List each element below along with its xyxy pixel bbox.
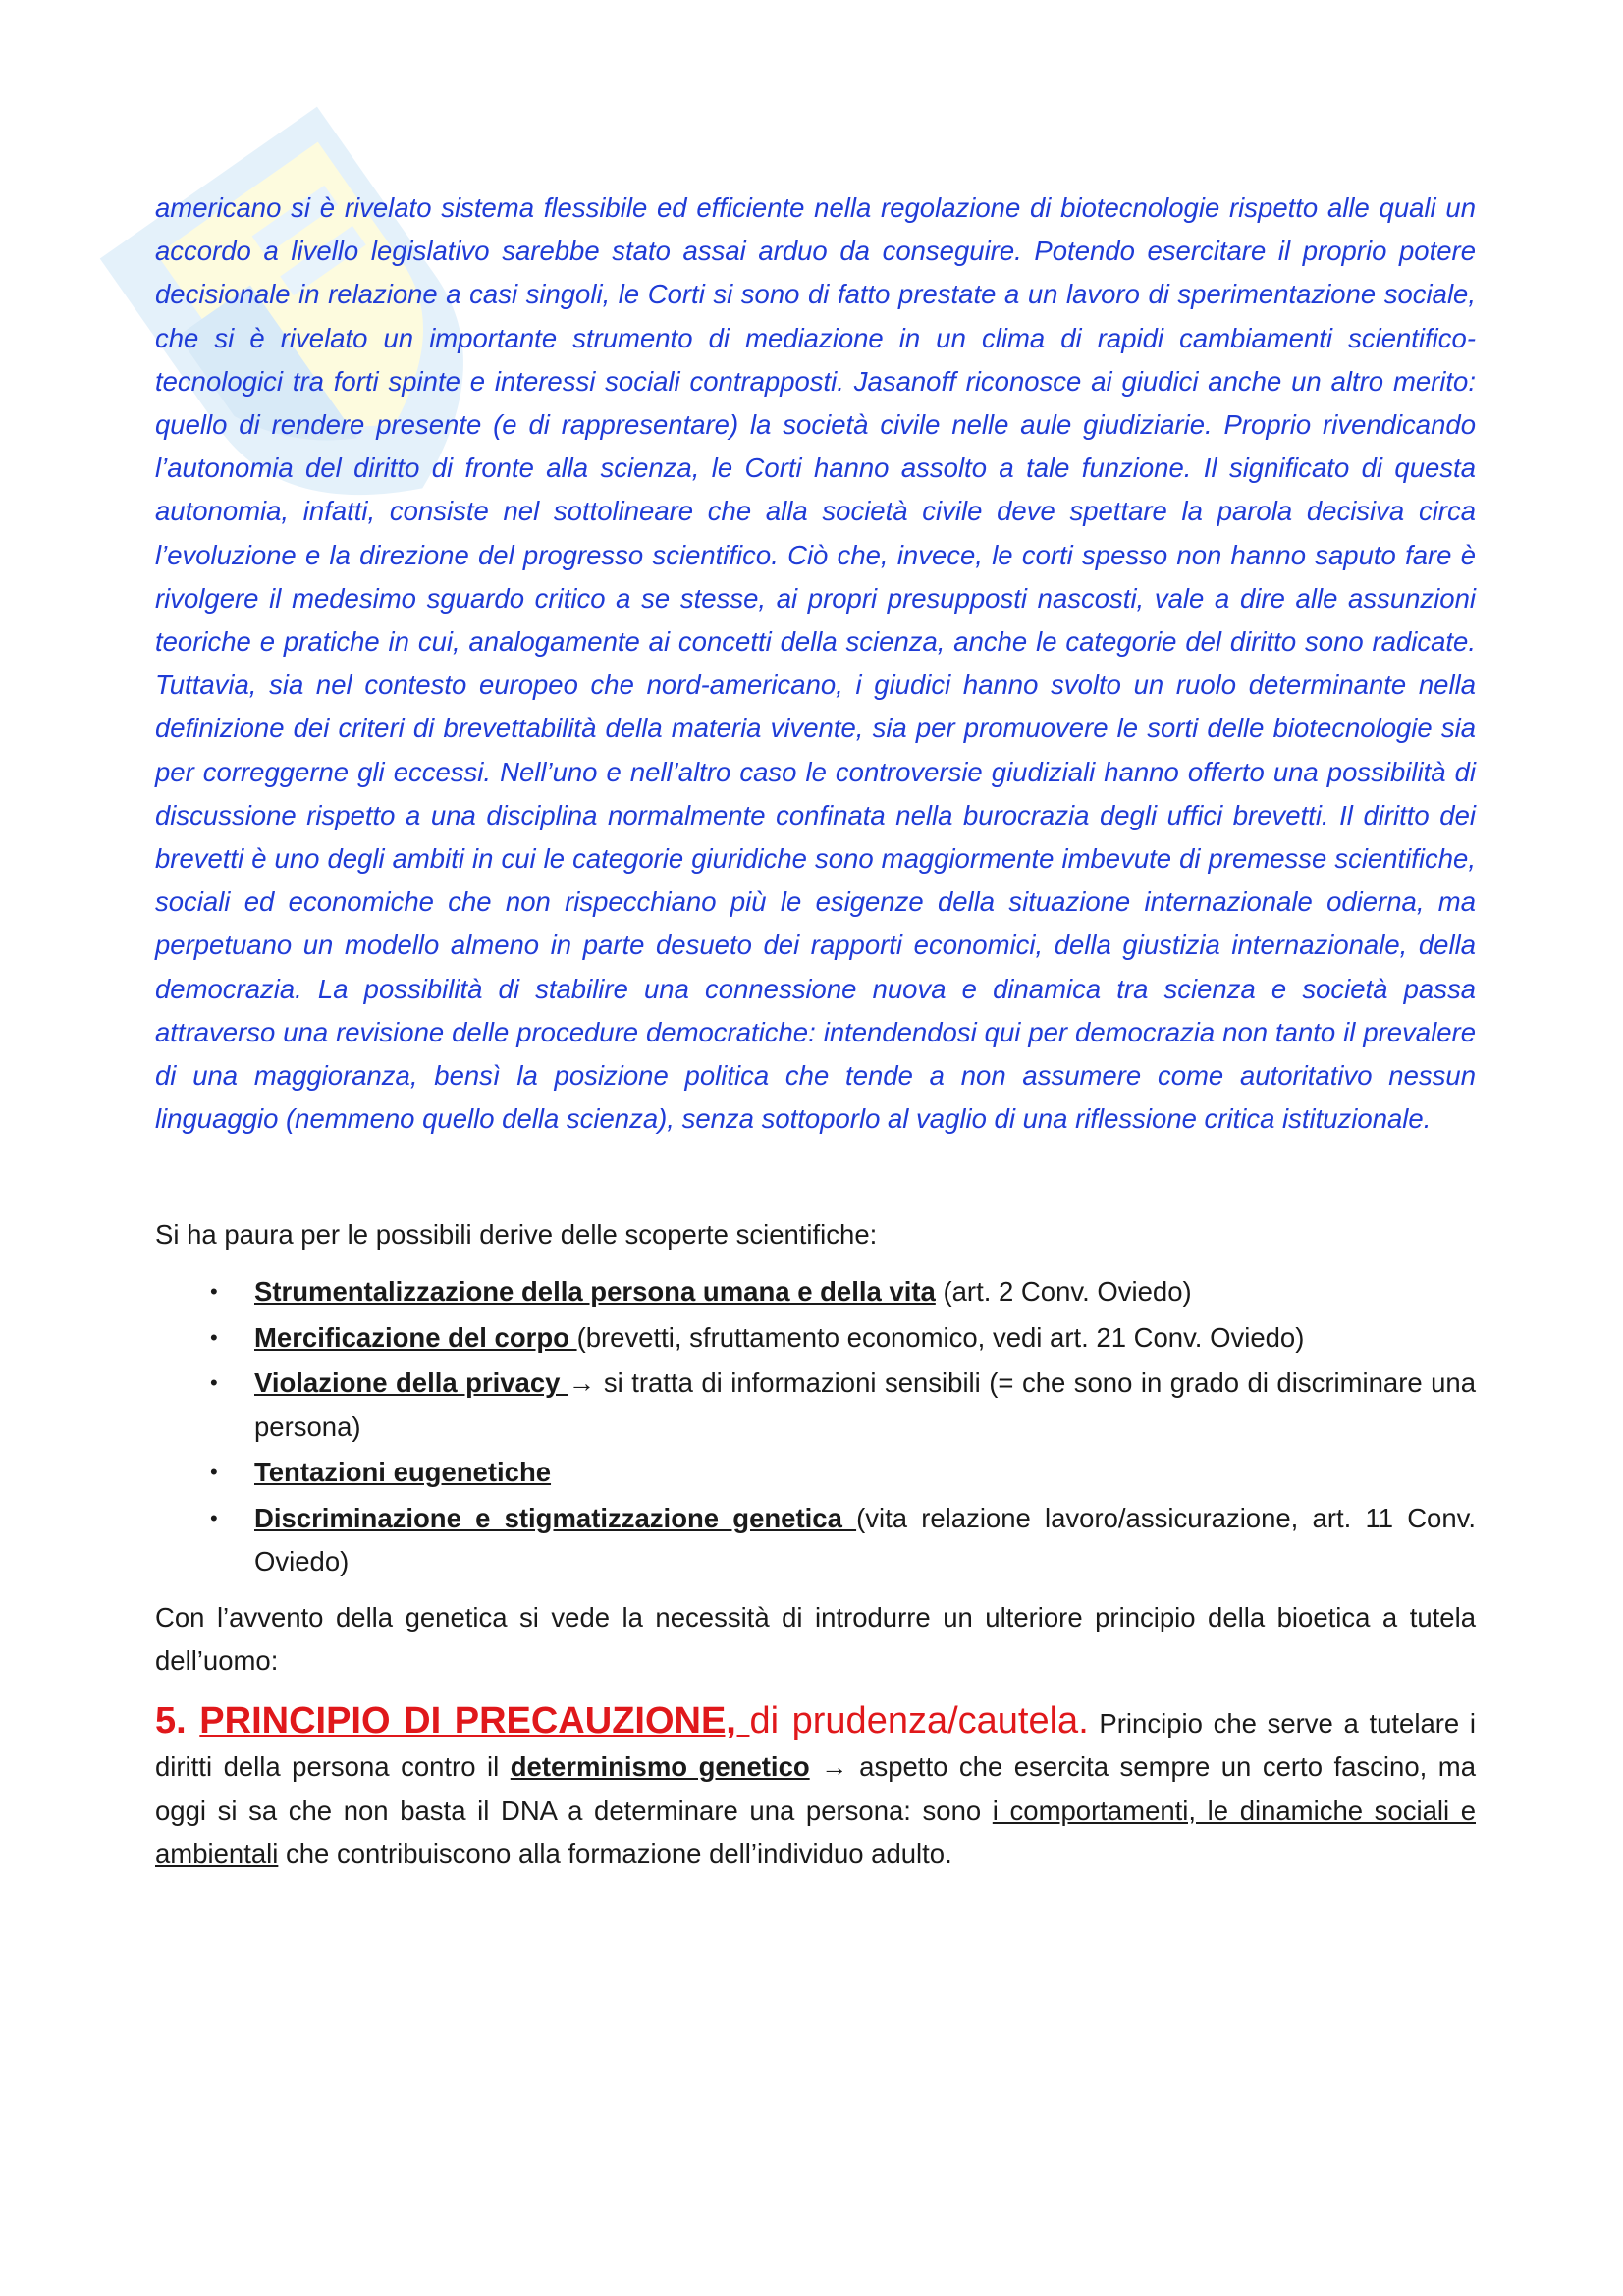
risk-title: Violazione della privacy <box>254 1367 568 1399</box>
principle-text: Principio che serve a tutelare i diritti della persona contro il <box>155 1707 1476 1783</box>
list-item <box>155 1497 1476 1584</box>
risk-title: Strumentalizzazione della persona umana e della vita <box>254 1276 936 1308</box>
bullet-icon: • <box>210 1279 218 1305</box>
principle-underlined-phrase: i comportamenti, le dinamiche sociali e ambientali <box>155 1794 1476 1870</box>
risk-detail: → si tratta di informazioni sensibili (= che sono in grado di discriminare una persona) <box>254 1367 1476 1442</box>
principle-number: 5. <box>155 1699 200 1741</box>
risk-title: Mercificazione del corpo <box>254 1321 577 1353</box>
risks-intro: Si ha paura per le possibili derive delle scoperte scientifiche: <box>155 1219 878 1251</box>
bullet-icon: • <box>210 1370 218 1396</box>
principle-text: → aspetto che esercita sempre un certo fascino, ma oggi si sa che non basta il DNA a determinare una persona: sono <box>155 1751 1476 1826</box>
bullet-icon: • <box>210 1460 218 1485</box>
genetics-paragraph: Con l’avvento della genetica si vede la necessità di introdurre un ulteriore principio della bioetica a tutela dell’uomo: <box>155 1601 1476 1677</box>
risk-title: Tentazioni eugenetiche <box>254 1457 552 1488</box>
document-page <box>155 187 1476 1903</box>
principle-subheading: di prudenza/cautela. <box>749 1699 1089 1741</box>
principle-heading: PRINCIPIO DI PRECAUZIONE, <box>199 1699 750 1741</box>
risks-list <box>155 1270 1476 1584</box>
risk-detail: (art. 2 Conv. Oviedo) <box>935 1276 1192 1308</box>
risk-title: Discriminazione e stigmatizzazione genetica <box>254 1502 857 1533</box>
body-paragraph-blue: americano si è rivelato sistema flessibile ed efficiente nella regolazione di biotecnologie rispetto alle quali un accordo a livello legislativo sarebbe stato assai arduo da conseguire. Potendo esercitare il proprio potere decisionale in relazione a casi singoli, le Corti si sono di fatto prestate a un lavoro di sperimentazione sociale, che si è rivelato un importante strumento di mediazione in un clima di rapidi cambiamenti scientifico-tecnologici tra forti spinte e interessi sociali contrapposti. Jasanoff riconosce ai giudici anche un altro merito: quello di rendere presente (e di rappresentare) la società civile nelle aule giudiziarie. Proprio rivendicando l’autonomia del diritto di fronte alla scienza, le Corti hanno assolto a tale funzione. Il significato di questa autonomia, infatti, consiste nel sottolineare che alla società civile deve spettare la parola decisiva circa l’evoluzione e la direzione del progresso scientifico. Ciò che, invece, le corti spesso non hanno saputo fare è rivolgere il medesimo sguardo critico a se stesse, ai propri presupposti nascosti, vale a dire alle assunzioni teoriche e pratiche in cui, analogamente ai concetti della scienza, anche le categorie del diritto sono radicate. Tuttavia, sia nel contesto europeo che nord-americano, i giudici hanno svolto un ruolo determinante nella definizione dei criteri di brevettabilità della materia vivente, sia per promuovere le sorti delle biotecnologie sia per correggerne gli eccessi. Nell’uno e nell’altro caso le controversie giudiziali hanno offerto una possibilità di discussione rispetto a una disciplina normalmente confinata nella burocrazia degli uffici brevetti. Il diritto dei brevetti è uno degli ambiti in cui le categorie giuridiche sono maggiormente imbevute di premesse scientifiche, sociali ed economiche che non rispecchiano più le esigenze della situazione internazionale odierna, ma perpetuano un modello almeno in parte desueto dei rapporti economici, della giustizia internazionale, della democrazia. La possibilità di stabilire una connessione nuova e dinamica tra scienza e società passa attraverso una revisione delle procedure democratiche: intendendosi qui per democrazia non tanto il prevalere di una maggioranza, bensì la posizione politica che tende a non assumere come autoritativo nessun linguaggio (nemmeno quello della scienza), senza sottoporlo al vaglio di una riflessione critica istituzionale. <box>155 192 1476 1135</box>
list-item <box>155 1451 1476 1495</box>
principle-term: determinismo genetico <box>510 1751 810 1783</box>
list-item <box>155 1270 1476 1314</box>
risk-detail: (brevetti, sfruttamento economico, vedi art. 21 Conv. Oviedo) <box>576 1321 1305 1353</box>
bullet-icon: • <box>210 1324 218 1350</box>
risk-detail: (vita relazione lavoro/assicurazione, art. 11 Conv. Oviedo) <box>254 1502 1476 1577</box>
principle-text: che contribuiscono alla formazione dell’individuo adulto. <box>278 1839 952 1870</box>
principle-paragraph <box>155 1699 1476 1877</box>
bullet-icon: • <box>210 1505 218 1530</box>
list-item <box>155 1362 1476 1449</box>
list-item <box>155 1316 1476 1361</box>
